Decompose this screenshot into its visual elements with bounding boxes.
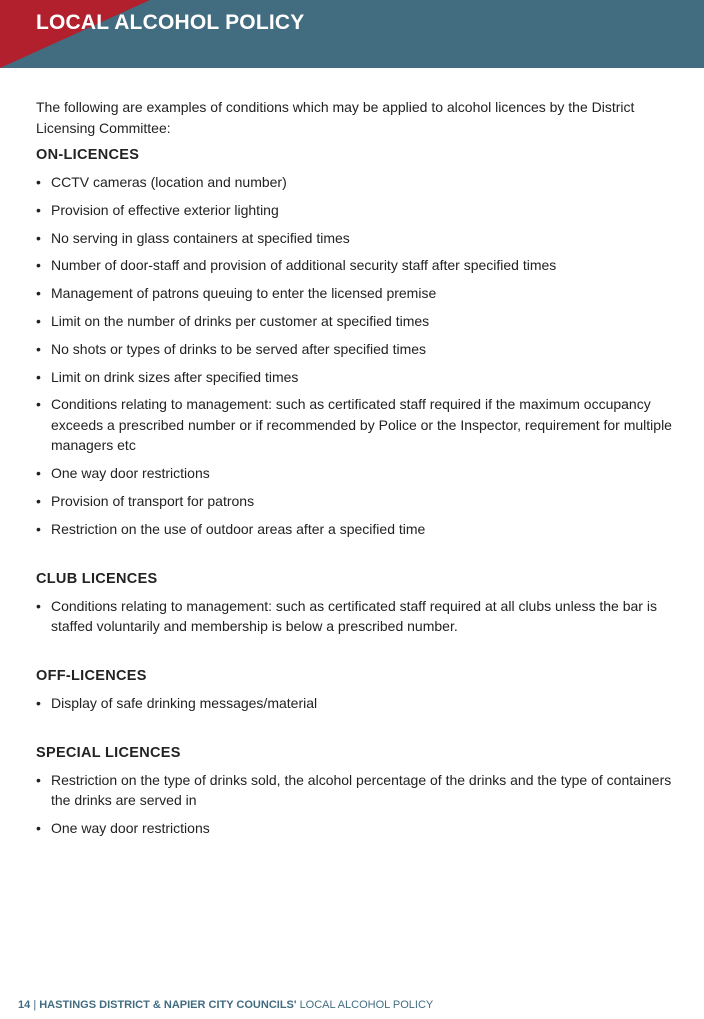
list-item-text: No shots or types of drinks to be served after specified times	[51, 340, 427, 357]
page-header	[0, 0, 704, 68]
section-spacer	[36, 721, 672, 743]
bullet-icon: •	[36, 465, 41, 482]
list-item	[36, 519, 672, 540]
list-item	[36, 463, 672, 484]
list-item-text: No serving in glass containers at specified times	[51, 229, 350, 246]
bullet-icon: •	[36, 312, 41, 329]
section-heading: ON-LICENCES	[36, 147, 140, 163]
bullet-icon: •	[36, 340, 41, 357]
list-item	[36, 367, 672, 388]
footer-document-title: LOCAL ALCOHOL POLICY	[299, 999, 434, 1011]
list-item	[36, 491, 672, 512]
bullet-list	[36, 596, 672, 637]
bullet-icon: •	[36, 368, 41, 385]
bullet-list	[36, 693, 672, 714]
list-item-text: One way door restrictions	[51, 819, 210, 836]
list-item-text: CCTV cameras (location and number)	[51, 174, 287, 190]
bullet-icon: •	[36, 396, 41, 413]
section-special-licences	[36, 743, 672, 839]
page-title: LOCAL ALCOHOL POLICY	[36, 11, 305, 34]
section-heading: CLUB LICENCES	[36, 570, 158, 587]
list-item-text: Limit on the number of drinks per customer at specified times	[51, 312, 430, 329]
list-item	[36, 200, 672, 221]
footer-separator: |	[33, 999, 37, 1011]
list-item	[36, 596, 672, 637]
section-on-licences	[36, 145, 672, 539]
section-club-licences	[36, 569, 672, 637]
page-number: 14	[18, 999, 31, 1011]
list-item-text: Conditions relating to management: such as certificated staff required at all clubs unless the bar is staffed voluntarily and membership is below a prescribed number.	[51, 597, 657, 635]
document-body	[36, 97, 672, 846]
list-item-text: Display of safe drinking messages/material	[51, 694, 318, 711]
bullet-list	[36, 770, 672, 839]
list-item-text: Conditions relating to management: such as certificated staff required if the maximum occupancy exceeds a prescribed number or if recommended by Police or the Inspector, requirement for multiple managers etc	[51, 396, 672, 454]
list-item-text: Limit on drink sizes after specified times	[51, 368, 299, 385]
list-item-text: Provision of transport for patrons	[51, 492, 255, 509]
list-item	[36, 172, 672, 193]
list-item-text: Management of patrons queuing to enter the licensed premise	[51, 285, 437, 302]
list-item-text: Restriction on the use of outdoor areas after a specified time	[51, 520, 426, 537]
section-spacer	[36, 547, 672, 569]
bullet-icon: •	[36, 229, 41, 246]
bullet-list	[36, 172, 672, 539]
bullet-icon: •	[36, 201, 41, 218]
list-item-text: Number of door-staff and provision of additional security staff after specified times	[51, 257, 557, 274]
section-heading: OFF-LICENCES	[36, 667, 147, 684]
bullet-icon: •	[36, 257, 41, 274]
bullet-icon: •	[36, 771, 41, 788]
intro-paragraph: The following are examples of conditions which may be applied to alcohol licences by the District Licensing Committee:	[36, 99, 635, 136]
section-heading: SPECIAL LICENCES	[36, 744, 181, 761]
bullet-icon: •	[36, 597, 41, 614]
list-item	[36, 339, 672, 360]
list-item	[36, 228, 672, 249]
list-item	[36, 394, 672, 456]
bullet-icon: •	[36, 520, 41, 537]
bullet-icon: •	[36, 694, 41, 711]
list-item	[36, 770, 672, 811]
bullet-icon: •	[36, 819, 41, 836]
footer-organization: HASTINGS DISTRICT & NAPIER CITY COUNCILS'	[39, 999, 297, 1011]
list-item	[36, 693, 672, 714]
bullet-icon: •	[36, 492, 41, 509]
page-footer	[18, 999, 433, 1011]
bullet-icon: •	[36, 174, 41, 190]
list-item	[36, 818, 672, 839]
list-item-text: One way door restrictions	[51, 465, 210, 482]
list-item	[36, 283, 672, 304]
list-item	[36, 255, 672, 276]
list-item-text: Restriction on the type of drinks sold, the alcohol percentage of the drinks and the type of containers the drinks are served in	[51, 771, 672, 809]
bullet-icon: •	[36, 285, 41, 302]
section-off-licences	[36, 666, 672, 714]
list-item-text: Provision of effective exterior lighting	[51, 201, 279, 218]
section-spacer	[36, 644, 672, 666]
list-item	[36, 311, 672, 332]
